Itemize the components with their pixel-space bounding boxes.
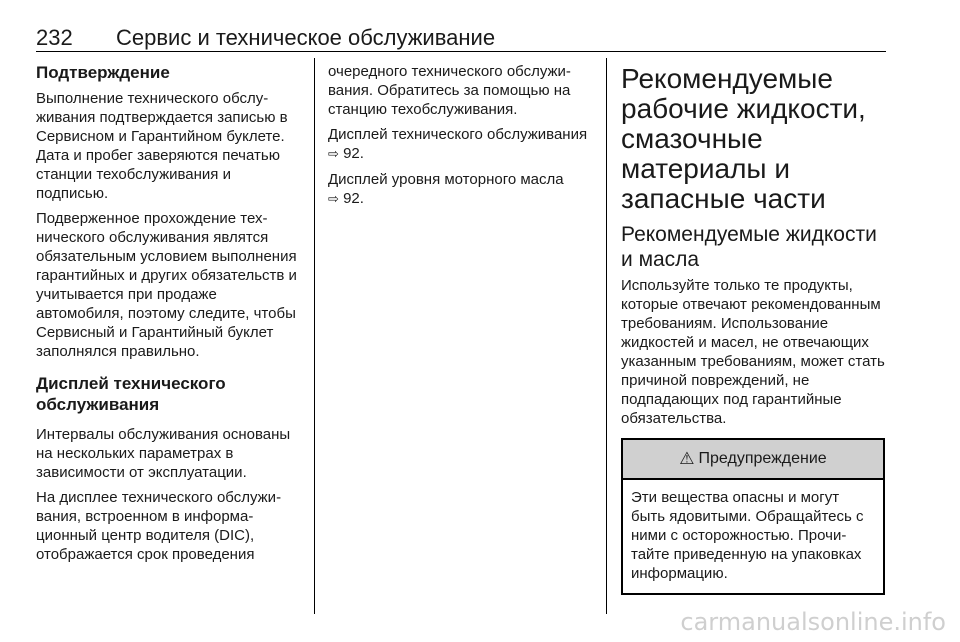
reference-arrow-icon: ⇨ — [328, 192, 339, 207]
column-2 — [328, 62, 594, 215]
oil-display-ref-page[interactable]: 92. — [343, 190, 364, 207]
paragraph-continuation: очередного технического обслуживания. Обратитесь за помощью на станцию техобслуживания. — [328, 63, 571, 118]
service-display-ref-text: Дисплей технического обслуживания — [328, 126, 588, 143]
warning-text: Эти вещества опасны и могут быть ядовитыми. Обращайтесь с ними с осторожностью. Прочитайте приведенную на упаковках информацию. — [631, 489, 864, 582]
header-rule — [36, 51, 886, 52]
page-title: Сервис и техническое обслуживание — [116, 25, 496, 50]
warning-header — [623, 440, 883, 480]
heading-recommended-fluids-parts: Рекомендуемые рабочие жидкости, смазочные материалы и запасные части — [621, 63, 866, 214]
paragraph-service-display-ref — [328, 125, 594, 164]
page-header — [36, 24, 886, 52]
paragraph-obligation: Подверженное прохождение технического обслуживания являтся обязательным условием выполнения гарантийных и других обязательств и учитывается при продаже автомобиля, поэтому следите, чтобы Сервисный и Гарантийный буклет заполнялся правильно. — [36, 210, 297, 360]
paragraph-use-products: Используйте только те продукты, которые отвечают рекомендованным требованиям. Использование жидкостей и масел, не отвечающих указанным требованиям, может стать причиной повреждений, не подпадающих под гарантийные обязательства. — [621, 277, 885, 427]
paragraph-dic: На дисплее технического обслуживания, встроенном в информационный центр водителя (DIC), отображается срок проведения — [36, 489, 282, 563]
heading-service-display: Дисплей технического обслуживания — [36, 374, 226, 414]
paragraph-oil-display-ref — [328, 170, 594, 209]
heading-confirmation: Подтверждение — [36, 63, 170, 82]
paragraph-intervals: Интервалы обслуживания основаны на нескольких параметрах в зависимости от эксплуатации. — [36, 426, 291, 481]
page-number: 232 — [36, 25, 73, 50]
warning-body — [623, 480, 883, 593]
service-display-ref-page[interactable]: 92. — [343, 145, 364, 162]
column-1 — [36, 62, 302, 570]
warning-title: Предупреждение — [698, 450, 827, 467]
watermark: carmanualsonline.info — [680, 608, 946, 636]
warning-box — [621, 438, 885, 595]
heading-recommended-fluids-oils: Рекомендуемые жидкости и масла — [621, 223, 877, 271]
reference-arrow-icon: ⇨ — [328, 147, 339, 162]
oil-display-ref-text: Дисплей уровня моторного масла — [328, 171, 564, 188]
column-3 — [621, 64, 887, 595]
column-divider-2 — [606, 58, 607, 614]
warning-triangle-icon: ⚠ — [679, 449, 695, 469]
column-divider-1 — [314, 58, 315, 614]
paragraph-confirmation: Выполнение технического обслуживания подтверждается записью в Сервисном и Гарантийном буклете. Дата и пробег заверяются печатью станции техобслуживания и подписью. — [36, 90, 288, 202]
